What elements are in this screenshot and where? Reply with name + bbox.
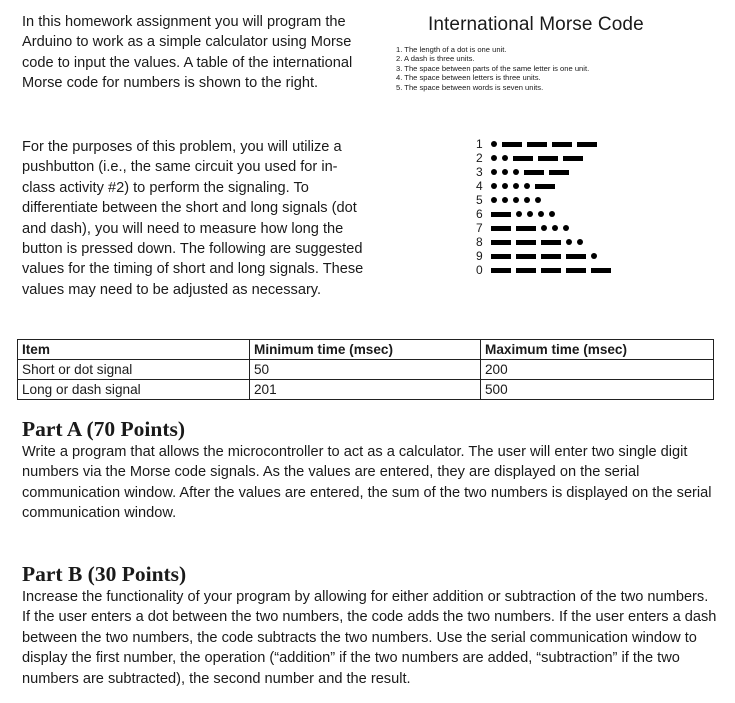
morse-dash (491, 268, 511, 273)
morse-dash (491, 254, 511, 259)
morse-row-3 (476, 165, 574, 179)
morse-dash (566, 268, 586, 273)
morse-digit-label: 9 (476, 249, 483, 263)
morse-row-6 (476, 207, 560, 221)
table-header: Maximum time (msec) (481, 340, 714, 360)
morse-dash (491, 226, 511, 231)
morse-digit-label: 2 (476, 151, 483, 165)
morse-digit-label: 7 (476, 221, 483, 235)
intro-paragraph: In this homework assignment you will program the Arduino to work as a simple calculator using Morse code to input the values. A table of the international Morse code for numbers is shown to the right. (22, 14, 353, 92)
morse-dash (541, 254, 561, 259)
morse-note: 2. A dash is three units. (396, 54, 475, 64)
morse-dash (502, 142, 522, 147)
morse-row-8 (476, 235, 588, 249)
morse-note: 1. The length of a dot is one unit. (396, 45, 507, 54)
morse-dot (591, 253, 597, 259)
morse-row-7 (476, 221, 574, 235)
morse-symbols (491, 197, 546, 203)
morse-dash (535, 184, 555, 189)
morse-symbols (491, 183, 560, 189)
timing-table (17, 339, 714, 400)
morse-dash (549, 170, 569, 175)
morse-dash (563, 156, 583, 161)
morse-dot (491, 169, 497, 175)
table-cell: Long or dash signal (18, 380, 250, 400)
morse-code-panel (396, 14, 696, 92)
table-row (18, 360, 714, 380)
table-cell: 50 (250, 360, 481, 380)
morse-note: 5. The space between words is seven units. (396, 82, 544, 92)
morse-symbols (491, 268, 616, 273)
morse-digit-label: 3 (476, 165, 483, 179)
morse-dot (502, 183, 508, 189)
morse-dot (566, 239, 572, 245)
morse-dot (513, 197, 519, 203)
morse-row-9 (476, 249, 602, 263)
table-row (18, 380, 714, 400)
morse-dot (513, 169, 519, 175)
morse-dot (516, 211, 522, 217)
morse-dash (516, 254, 536, 259)
part-a-heading: Part A (70 Points) (22, 417, 186, 441)
morse-dot (527, 211, 533, 217)
morse-dot (513, 183, 519, 189)
morse-note: 3. The space between parts of the same letter is one unit. (396, 63, 590, 73)
morse-digit-label: 0 (476, 263, 483, 277)
morse-digit-label: 1 (476, 137, 483, 151)
morse-row-0 (476, 263, 616, 277)
morse-dot (502, 155, 508, 161)
morse-dash (566, 254, 586, 259)
morse-dash (552, 142, 572, 147)
morse-dash (591, 268, 611, 273)
purpose-paragraph: For the purposes of this problem, you will utilize a pushbutton (i.e., the same circuit you used for in-class activity #2) to perform the signaling. To differentiate between the short and long signals (dot and dash), you will need to measure how long the button is pressed down. The following are suggested values for the timing of short and long signals. These values may need to be adjusted as necessary. (22, 139, 364, 298)
morse-dash (513, 156, 533, 161)
morse-row-5 (476, 193, 546, 207)
morse-dot (563, 225, 569, 231)
table-header: Minimum time (msec) (250, 340, 481, 360)
morse-dot (535, 197, 541, 203)
table-cell: 500 (481, 380, 714, 400)
morse-digit-label: 8 (476, 235, 483, 249)
morse-dot (538, 211, 544, 217)
morse-row-1 (476, 137, 602, 151)
morse-dot (491, 183, 497, 189)
morse-dash (491, 240, 511, 245)
morse-notes-list (396, 45, 696, 92)
morse-dash (541, 268, 561, 273)
morse-dot (541, 225, 547, 231)
morse-dot (524, 183, 530, 189)
morse-symbols (491, 225, 574, 231)
morse-title: International Morse Code (428, 14, 644, 35)
table-header-row (18, 340, 714, 360)
morse-digit-label: 4 (476, 179, 483, 193)
morse-dot (502, 169, 508, 175)
morse-note: 4. The space between letters is three units. (396, 73, 541, 83)
morse-dash (577, 142, 597, 147)
morse-dash (516, 226, 536, 231)
morse-symbols (491, 239, 588, 245)
table-header: Item (18, 340, 250, 360)
part-b-body: Increase the functionality of your program by allowing for either addition or subtraction of the two numbers. If the user enters a dot between the two numbers, the code adds the two numbers. If the user enters a dash between the two numbers, the code subtracts the two numbers. Use the serial communication window to display the first number, the operation (“addition” if the two numbers are added, “subtraction” if the two numbers are subtracted), the second number and the result. (22, 589, 717, 687)
morse-symbols (491, 141, 602, 147)
morse-dot (491, 155, 497, 161)
morse-digit-label: 5 (476, 193, 483, 207)
morse-dash (524, 170, 544, 175)
morse-dot (577, 239, 583, 245)
part-b-heading: Part B (30 Points) (22, 562, 187, 586)
morse-dash (516, 268, 536, 273)
morse-dot (549, 211, 555, 217)
morse-dash (516, 240, 536, 245)
morse-symbols (491, 155, 588, 161)
morse-dot (524, 197, 530, 203)
table-cell: 201 (250, 380, 481, 400)
morse-dot (502, 197, 508, 203)
morse-dash (491, 212, 511, 217)
morse-dot (491, 141, 497, 147)
morse-dot (552, 225, 558, 231)
table-cell: Short or dot signal (18, 360, 250, 380)
morse-digit-chart (476, 137, 656, 287)
morse-row-2 (476, 151, 588, 165)
morse-row-4 (476, 179, 560, 193)
morse-dash (527, 142, 547, 147)
morse-digit-label: 6 (476, 207, 483, 221)
table-cell: 200 (481, 360, 714, 380)
morse-dash (538, 156, 558, 161)
morse-dot (491, 197, 497, 203)
morse-symbols (491, 169, 574, 175)
morse-symbols (491, 253, 602, 259)
morse-dash (541, 240, 561, 245)
morse-symbols (491, 211, 560, 217)
part-a-body: Write a program that allows the microcontroller to act as a calculator. The user will enter two single digit numbers via the Morse code signals. As the values are entered, they are displayed on the serial communication window. After the values are entered, the sum of the two numbers is displayed on the serial communication window. (22, 444, 712, 522)
